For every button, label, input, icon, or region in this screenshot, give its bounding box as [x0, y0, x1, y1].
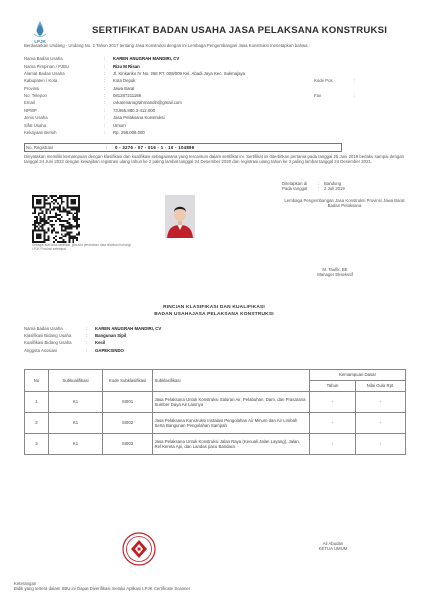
info-label: Kabupaten / Kota — [24, 78, 58, 84]
cell-no: 2 — [25, 413, 49, 434]
company-info-table — [24, 55, 414, 136]
cell-subklasifikasi: Jasa Pelaksana Untuk Konstruksi Saluran Air, Pelabuhan, Dam, dan Prasarana Sumber Daya Air Lainnya — [153, 392, 310, 413]
info-row: Kekayaan Bersih : Rp. 298.008.000 — [24, 129, 414, 136]
info-label: Klasifikasi Bidang Usaha — [24, 333, 72, 339]
cell-subkualifikasi: K1 — [49, 392, 103, 413]
info-value: Rp. 298.008.000 — [113, 130, 145, 136]
info-row: Kabupaten / Kota : Kota Depok Kode Pos : — [24, 77, 414, 84]
info-value: 081287211169 — [113, 93, 142, 99]
table-row — [25, 434, 406, 455]
cell-nilai: - — [356, 413, 406, 434]
classification-info-row: Anggota Asosiasi : GAPEKSINDO — [24, 347, 324, 354]
registration-number-box: No. Registrasi : 0 - 3276 - 07 - 016 - 1 - 10 - 104899 — [24, 143, 342, 152]
col-no: No — [25, 370, 49, 392]
footer-note — [14, 581, 314, 591]
col-nilai: Nilai Gula Rpt. — [356, 381, 406, 392]
classification-subtitle: BADAN USAHAJASA PELAKSANA KONSTRUKSI — [154, 312, 274, 317]
col-kode: Kode Subklasifikasi — [103, 370, 153, 392]
issued-place: Bandung — [324, 181, 342, 186]
info-row: Provinsi : Jawa Barat — [24, 85, 414, 92]
chairman-block — [298, 541, 368, 551]
classification-info-row: Klasifikasi Bidang Usaha : Bangunan Sipil — [24, 332, 324, 339]
info-label: Provinsi — [24, 85, 40, 91]
issued-date: 2 Juli 2019 — [324, 186, 345, 192]
info-label: Alamat Badan Usaha — [24, 70, 65, 76]
col-kemampuan-dasar: Kemampuan Dasar — [310, 370, 406, 381]
classification-info-row: Kualifikasi Bidang Usaha : Kecil — [24, 339, 324, 346]
classification-info-row: Nama Badan Usaha : KAREN ANUGRAH MANDIRI, CV — [24, 325, 324, 332]
cell-kode: SI001 — [103, 392, 153, 413]
info-value: Kota Depok — [113, 78, 136, 84]
info-value: Rizu M Risan — [113, 63, 140, 69]
footer-label: Keterangan — [14, 581, 37, 586]
info-value: KAREN ANUGRAH MANDIRI, CV — [113, 56, 180, 62]
info-extra-label: Fax — [314, 93, 322, 99]
intro-text: Berdasarkan Undang - Undang No. 2 Tahun 2017 tentang Jasa Konstruksi dengan ini Lembaga Pengembangan Jasa Konstruksi menetapkan bahwa : — [24, 43, 310, 48]
info-row: No. Telepon : 081287211169 Fax : — [24, 92, 414, 99]
info-label: Email — [24, 100, 35, 106]
table-row — [25, 392, 406, 413]
issuer-name: Lembaga Pengembangan Jasa Konstruksi Provinsi Jawa Barat Badan Pelaksana — [284, 198, 405, 209]
info-label: Kualifikasi Bidang Usaha — [24, 340, 72, 346]
info-row: Email : cvkarenanugrahmandiri@gmail.com — [24, 99, 414, 106]
info-label: Nama Badan Usaha — [24, 56, 63, 62]
issue-details: Ditetapkan di : Bandung Pada tanggal : 2 Juli 2019 — [282, 181, 345, 192]
issued-place-label: Ditetapkan di — [282, 181, 308, 186]
chairman-title: KETUA UMUM — [318, 546, 348, 552]
info-extra-label: Kode Pos — [314, 78, 333, 84]
info-row: Nama Badan Usaha : KAREN ANUGRAH MANDIRI, CV — [24, 55, 414, 62]
issued-date-label: Pada tanggal — [282, 186, 308, 192]
info-value: 73.855.880.3-412.000 — [113, 107, 156, 113]
info-value: KAREN ANUGRAH MANDIRI, CV — [95, 326, 162, 332]
cell-subklasifikasi: Jasa Pelaksana Untuk Konstruksi Jalan Raya (Kecuali Jalan Layang), Jalan, Rel Kereta Api, dan Landas pacu Bandara — [153, 434, 310, 455]
reg-value: 0 - 3276 - 07 - 016 - 1 - 10 - 104899 — [115, 144, 195, 150]
signer-title: Manager Eksekutif — [317, 272, 353, 278]
cell-no: 1 — [25, 392, 49, 413]
info-label: NPWP — [24, 107, 37, 113]
info-label: Anggota Asosiasi — [24, 347, 57, 353]
info-row: Jenis Usaha : Jasa Pelaksana Konstruksi — [24, 114, 414, 121]
cell-kode: SI003 — [103, 434, 153, 455]
cell-subkualifikasi: K1 — [49, 434, 103, 455]
classification-table — [24, 369, 406, 455]
col-subkualifikasi: Subkualifikasi — [49, 370, 103, 392]
info-row: Nama Pimpinan / PJBU : Rizu M Risan — [24, 62, 414, 69]
cell-subkualifikasi: K1 — [49, 413, 103, 434]
qr-note: Sebagai alat bukti sertifikat, jika ada perubahan data silahkan hubungi LPJK Provinsi setempat — [32, 243, 131, 251]
table-row — [25, 413, 406, 434]
info-value: Jl. Kinkariko IV No. 268 RT. 008/009 Kel. Abadi Jaya Kec. Sukmajaya — [113, 70, 246, 76]
info-label: Nama Pimpinan / PJBU — [24, 63, 70, 69]
qr-code — [32, 195, 80, 243]
cell-tahun: - — [310, 392, 356, 413]
col-tahun: Tahun — [310, 381, 356, 392]
classification-title: RINCIAN KLASIFIKASI DAN KUALIFIKASI — [163, 305, 265, 310]
info-label: Sifat Usaha — [24, 122, 47, 128]
info-value: Jawa Barat — [113, 85, 135, 91]
classification-info-table — [24, 325, 324, 354]
info-value: Umum — [113, 122, 126, 128]
cell-no: 3 — [25, 434, 49, 455]
cell-subklasifikasi: Jasa Pelaksana Konstruksi Instalasi Pengolahan Air Minum dan Air Limbah Serta Bangunan Pengolahan Sampah — [153, 413, 310, 434]
info-value: Bangunan Sipil — [95, 333, 127, 339]
cell-tahun: - — [310, 413, 356, 434]
cell-nilai: - — [356, 434, 406, 455]
reg-label: No. Registrasi — [26, 144, 53, 150]
gapeksindo-seal-icon — [122, 532, 156, 566]
col-subklasifikasi: Subklasifikasi — [153, 370, 310, 392]
cell-tahun: - — [310, 434, 356, 455]
info-label: Jenis Usaha — [24, 115, 48, 121]
info-label: No. Telepon — [24, 93, 47, 99]
declaration-text: Dinyatakan memiliki kemampuan dengan klasifikasi dan kualifikasi sebagaimana yang tercantum dalam sertifikat ini. Sertifikat ini diterbitkan pertama pada tanggal 25 Juni 2019 berlaku sampai dengan tanggal 24 Juni 2022 dengan kewajiban registrasi ulang tahun ke 2 paling lambat tanggal 24 Desember 2020 dan registrasi ulang tahun ke 3 paling lambat tanggal 24 Desember 2021. — [24, 154, 405, 165]
info-value: Jasa Pelaksana Konstruksi — [113, 115, 165, 121]
info-value: cvkarenanugrahmandiri@gmail.com — [113, 100, 182, 106]
info-row: Alamat Badan Usaha : Jl. Kinkariko IV No. 268 RT. 008/009 Kel. Abadi Jaya Kec. Sukmajaya — [24, 70, 414, 77]
footer-text: Bidik yang tertera dalam SBU ini Dapat Diverifikasi melalui Aplikasi LPJK Certificate Scanner — [14, 586, 191, 592]
info-value: GAPEKSINDO — [95, 347, 124, 353]
info-value: Kecil — [95, 340, 106, 346]
signer-block — [285, 267, 385, 277]
certificate-page — [0, 0, 428, 300]
certificate-title: SERTIFIKAT BADAN USAHA JASA PELAKSANA KONSTRUKSI — [92, 25, 388, 36]
info-extra-value: : — [354, 93, 356, 99]
info-label: Kekayaan Bersih — [24, 130, 57, 136]
signer-name: M. Taufik, BE — [322, 267, 348, 272]
info-row: Sifat Usaha : Umum — [24, 122, 414, 129]
director-photo — [165, 195, 195, 238]
info-label: Nama Badan Usaha — [24, 326, 63, 332]
svg-text:LPJK: LPJK — [34, 39, 46, 44]
cell-kode: SI002 — [103, 413, 153, 434]
chairman-name: Ali Abudan — [322, 541, 344, 546]
info-row: NPWP : 73.855.880.3-412.000 — [24, 107, 414, 114]
info-extra-value: : — [354, 78, 356, 84]
cell-nilai: - — [356, 392, 406, 413]
